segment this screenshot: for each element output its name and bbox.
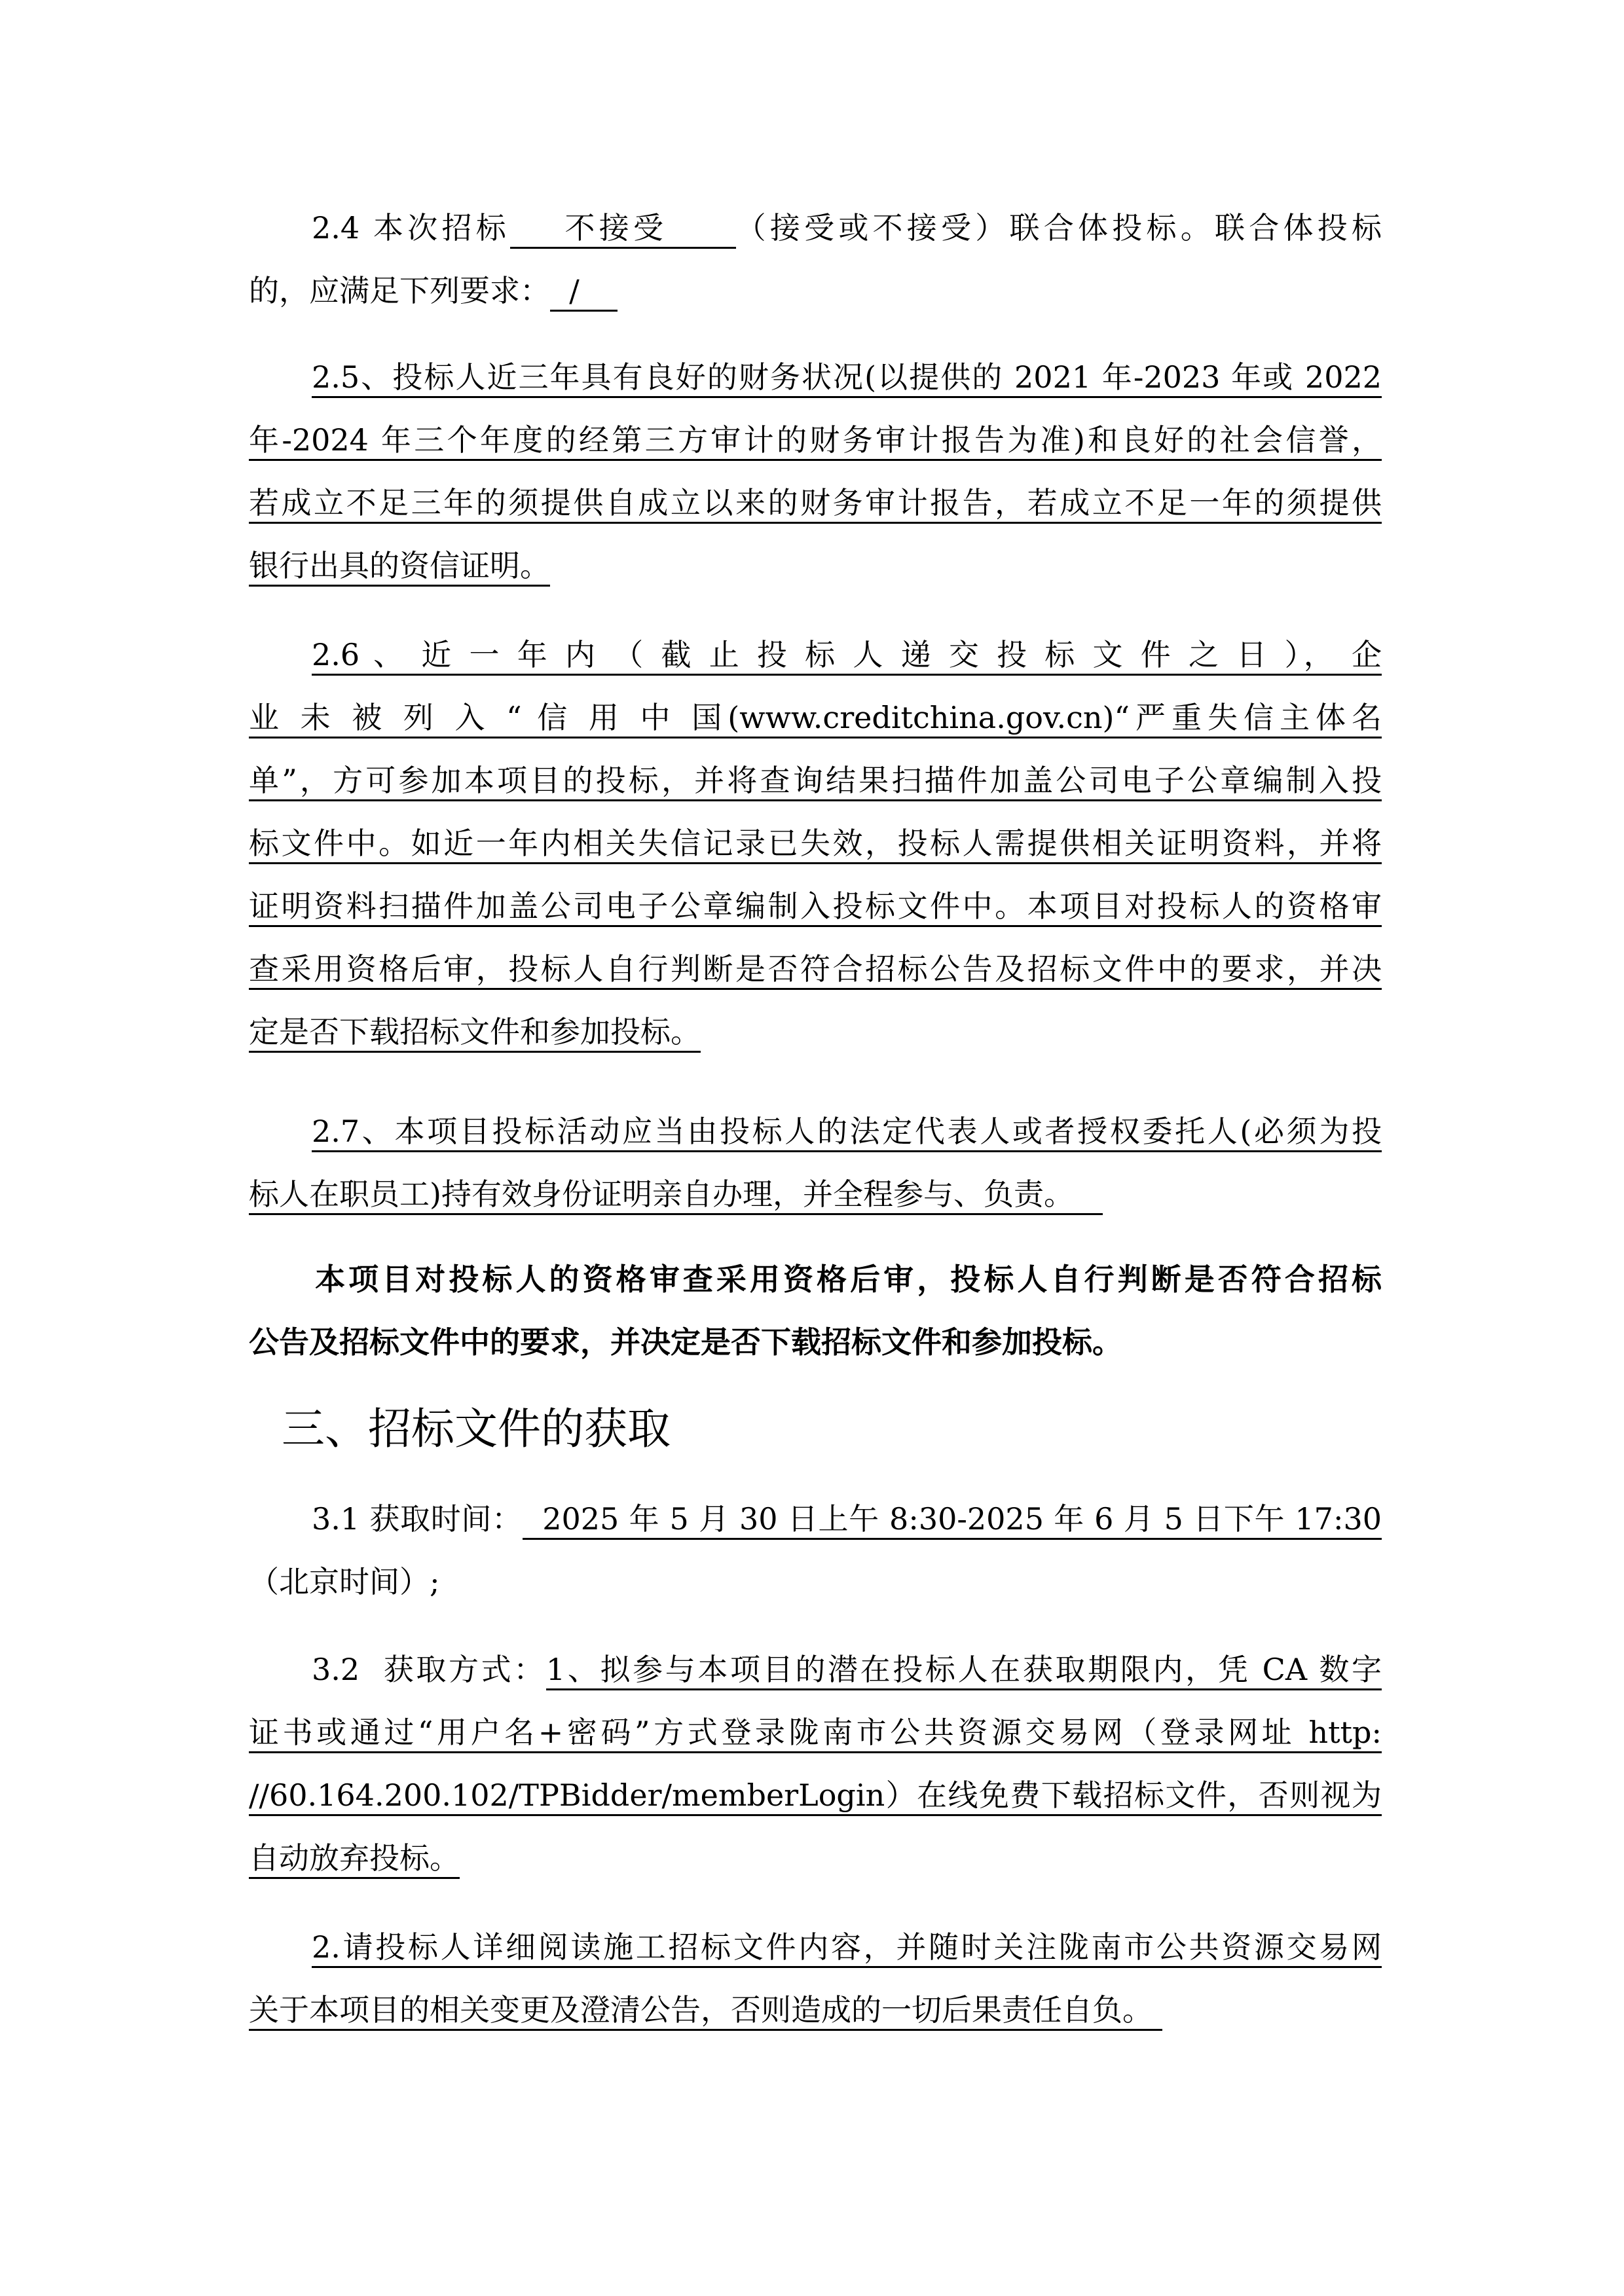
clause-2-6-line6: 查采用资格后审，投标人自行判断是否符合招标公告及招标文件中的要求，并决 bbox=[249, 951, 1382, 990]
clause-2-7-line2: 标人在职员工)持有效身份证明亲自办理，并全程参与、负责。 bbox=[249, 1176, 1103, 1215]
clause-3-1-timezone: （北京时间）; bbox=[249, 1564, 440, 1599]
clause-2-4-tail: （接受或不接受）联合体投标。联合体投标 bbox=[735, 210, 1382, 246]
clause-3-2-line4: 自动放弃投标。 bbox=[249, 1840, 460, 1879]
qualification-review-note-line2: 公告及招标文件中的要求，并决定是否下载招标文件和参加投标。 bbox=[249, 1324, 1122, 1360]
clause-2-4-blank-value: 不接受 bbox=[510, 210, 736, 249]
clause-2-4-requirement-value: / bbox=[550, 273, 618, 312]
clause-2-5-line1: 2.5、投标人近三年具有良好的财务状况(以提供的 2021 年-2023 年或 2022 bbox=[312, 359, 1382, 398]
clause-2-4-line2: 的，应满足下列要求： bbox=[249, 273, 550, 308]
clause-3-2-item-2-line2: 关于本项目的相关变更及澄清公告，否则造成的一切后果责任自负。 bbox=[249, 1992, 1162, 2031]
clause-3-2 bbox=[249, 1638, 1382, 1889]
clause-3-2-item-2-line1: 2.请投标人详细阅读施工招标文件内容，并随时关注陇南市公共资源交易网 bbox=[312, 1929, 1382, 1968]
clause-2-5-line4: 银行出具的资信证明。 bbox=[249, 548, 550, 587]
clause-3-2-line1: 1、拟参与本项目的潜在投标人在获取期限内，凭 CA 数字 bbox=[546, 1652, 1382, 1690]
clause-2-6-line7: 定是否下载招标文件和参加投标。 bbox=[249, 1014, 701, 1053]
clause-2-6 bbox=[249, 623, 1382, 1063]
clause-3-1-label: 3.1 获取时间： bbox=[312, 1501, 523, 1537]
clause-2-6-line1: 2.6 、 近 一 年 内 （ 截 止 投 标 人 递 交 投 标 文 件 之 日 ）， 企 bbox=[312, 637, 1382, 676]
clause-3-2-line2: 证书或通过“用户名+密码”方式登录陇南市公共资源交易网（登录网址 http: bbox=[249, 1715, 1382, 1753]
clause-2-7-line1: 2.7、本项目投标活动应当由投标人的法定代表人或者授权委托人(必须为投 bbox=[312, 1114, 1382, 1152]
clause-2-6-line2: 业 未 被 列 入 “ 信 用 中 国(www.creditchina.gov.cn)“严重失信主体名 bbox=[249, 700, 1382, 738]
clause-2-5-line3: 若成立不足三年的须提供自成立以来的财务审计报告，若成立不足一年的须提供 bbox=[249, 485, 1382, 524]
clause-2-4 bbox=[249, 196, 1382, 322]
section-3-heading: 三、招标文件的获取 bbox=[282, 1404, 671, 1454]
clause-3-2-label: 3.2 获取方式： bbox=[312, 1652, 546, 1687]
clause-3-2-line3: //60.164.200.102/TPBidder/memberLogin）在线免费下载招标文件，否则视为 bbox=[249, 1777, 1382, 1816]
clause-2-5-line2: 年-2024 年三个年度的经第三方审计的财务审计报告为准)和良好的社会信誉， bbox=[249, 422, 1382, 461]
clause-2-6-line3: 单”，方可参加本项目的投标，并将查询结果扫描件加盖公司电子公章编制入投 bbox=[249, 763, 1382, 801]
qualification-review-note bbox=[249, 1248, 1382, 1374]
clause-2-7 bbox=[249, 1100, 1382, 1226]
qualification-review-note-line1: 本项目对投标人的资格审查采用资格后审，投标人自行判断是否符合招标 bbox=[312, 1262, 1382, 1297]
clause-2-6-line5: 证明资料扫描件加盖公司电子公章编制入投标文件中。本项目对投标人的资格审 bbox=[249, 888, 1382, 927]
clause-3-1-time-value: 2025 年 5 月 30 日上午 8:30-2025 年 6 月 5 日下午 17:30 bbox=[523, 1501, 1382, 1540]
clause-2-5 bbox=[249, 346, 1382, 597]
clause-2-6-line4: 标文件中。如近一年内相关失信记录已失效，投标人需提供相关证明资料，并将 bbox=[249, 826, 1382, 864]
clause-3-2-item-2 bbox=[249, 1916, 1382, 2041]
clause-2-4-lead: 2.4 本次招标 bbox=[312, 210, 511, 246]
clause-3-1 bbox=[249, 1487, 1382, 1613]
